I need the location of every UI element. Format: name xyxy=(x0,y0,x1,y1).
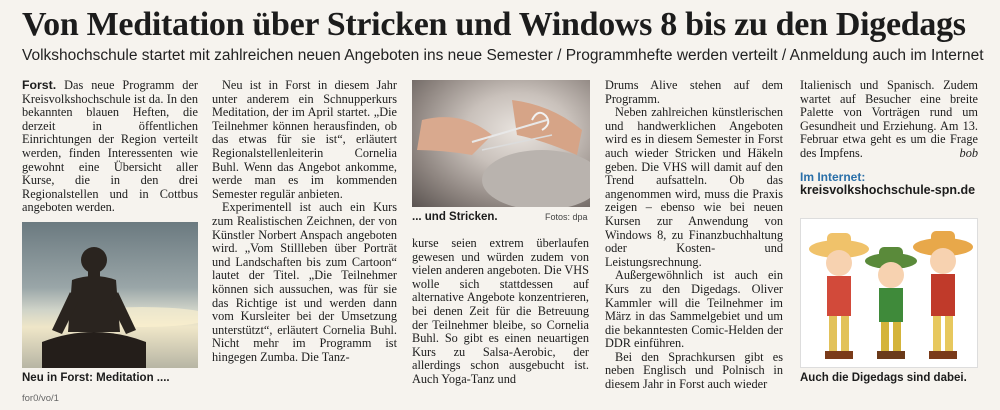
meditation-photo xyxy=(22,222,198,368)
subheadline: Volkshochschule startet mit zahlreichen neuen Angeboten ins neue Semester / Programmhefte werden verteilt / Anmeldung auch im Internet xyxy=(22,47,984,64)
paragraph: Bei den Sprachkursen gibt es neben Englisch und Polnisch in diesem Jahr in Forst auch wieder xyxy=(605,349,783,392)
paragraph: Drums Alive stehen auf dem Programm. xyxy=(605,78,783,106)
article-column-1 xyxy=(22,79,198,215)
article-column-5 xyxy=(800,79,978,198)
author-signature: bob xyxy=(959,145,978,160)
photo-credit: Fotos: dpa xyxy=(545,212,588,222)
paragraph: Neben zahlreichen künstlerischen und handwerklichen Angeboten wird es in diesem Semester in Forst auch wieder Stricken und Häkeln geben. Die VHS will damit auf den Trend aufsatteln. Ob das angenommen wird, muss die Praxis zeigen – ebenso wie bei neuen Kursen zur Anwendung von Windows 8, zu Finanzbuchhaltung oder Kosten- und Leistungsrechnung. xyxy=(605,105,783,269)
article-column-2 xyxy=(212,79,397,364)
article-column-4 xyxy=(605,79,783,392)
knitting-photo xyxy=(412,80,590,207)
paragraph-text: Italienisch und Spanisch. Zudem wartet auf Besucher eine breite Palette von Vorträgen rund um Gesundheit und Erziehung. Am 13. Februar etwa geht es um die Frage des Impfens. xyxy=(800,78,978,160)
headline: Von Meditation über Stricken und Windows 8 bis zu den Digedags xyxy=(22,6,966,43)
caption-digedags: Auch die Digedags sind dabei. xyxy=(800,372,967,384)
page-footnote: for0/vo/1 xyxy=(22,393,59,404)
article-column-3 xyxy=(412,237,589,387)
paragraph: Außergewöhnlich ist auch ein Kurs zu den Digedags. Oliver Kammler will die Teilnehmer im März in das Sammelgebiet und um die bekanntesten Comic-Helden der DDR einführen. xyxy=(605,268,783,351)
paragraph: kurse seien extrem überlaufen gewesen und würden zudem von vielen anderen angeboten. Die VHS wolle sich stattdessen auf alternative Angebote konzentrieren, bei denen Zeit für die Betreuung der Teilnehmer bleibe, so Cornelia Buhl. So gibt es einen neuartigen Kurs zu Salsa-Aerobic, der allerdings schon ausgebucht ist. Auch Yoga-Tanz und xyxy=(412,236,589,386)
dateline: Forst. xyxy=(22,78,57,92)
website-link[interactable]: kreisvolkshochschule-spn.de xyxy=(800,183,976,198)
internet-label: Im Internet: xyxy=(800,169,866,184)
paragraph: Experimentell ist auch ein Kurs zum Realistischen Zeichnen, der von Künstler Norbert Anspach angeboten wird. „Vom Stillleben über Porträt und Landschaften bis zum Cartoon“ lautet der Titel. „Die Teilnehmer können sich aussuchen, was für sie das Richtige ist und werden dann vom Kursleiter bei der Umsetzung unterstützt“, erläutert Cornelia Buhl. Nicht mehr im Programm ist hingegen Zumba. Die Tanz- xyxy=(212,200,397,364)
paragraph-text: Das neue Programm der Kreisvolkshochschule ist da. In den bekannten blauen Heften, die derzeit in öffentlichen Einrichtungen der Region verteilt werden, finden Interessenten wie gewohnt eine Übersicht aller Kurse, die in den drei Regionalstellen und in Cottbus angeboten werden. xyxy=(22,78,198,215)
paragraph xyxy=(22,79,198,215)
paragraph xyxy=(800,79,978,161)
knitting-hands-illustration xyxy=(412,80,590,207)
caption-meditation: Neu in Forst: Meditation .... xyxy=(22,372,170,384)
meditation-figure-illustration xyxy=(22,222,198,368)
digedags-comic-image xyxy=(800,218,978,368)
caption-knitting: ... und Stricken. xyxy=(412,211,498,223)
paragraph: Neu ist in Forst in diesem Jahr unter anderem ein Schnupperkurs Meditation, der im April startet. „Die Teilnehmer können herausfinden, ob das etwas für sie ist“, erläutert Regionalstellenleiterin Cornelia Buhl. Wenn das Angebot ankomme, werde man es im kommenden Semester regulär anbieten. xyxy=(212,78,397,201)
digedags-characters-illustration xyxy=(801,219,977,367)
